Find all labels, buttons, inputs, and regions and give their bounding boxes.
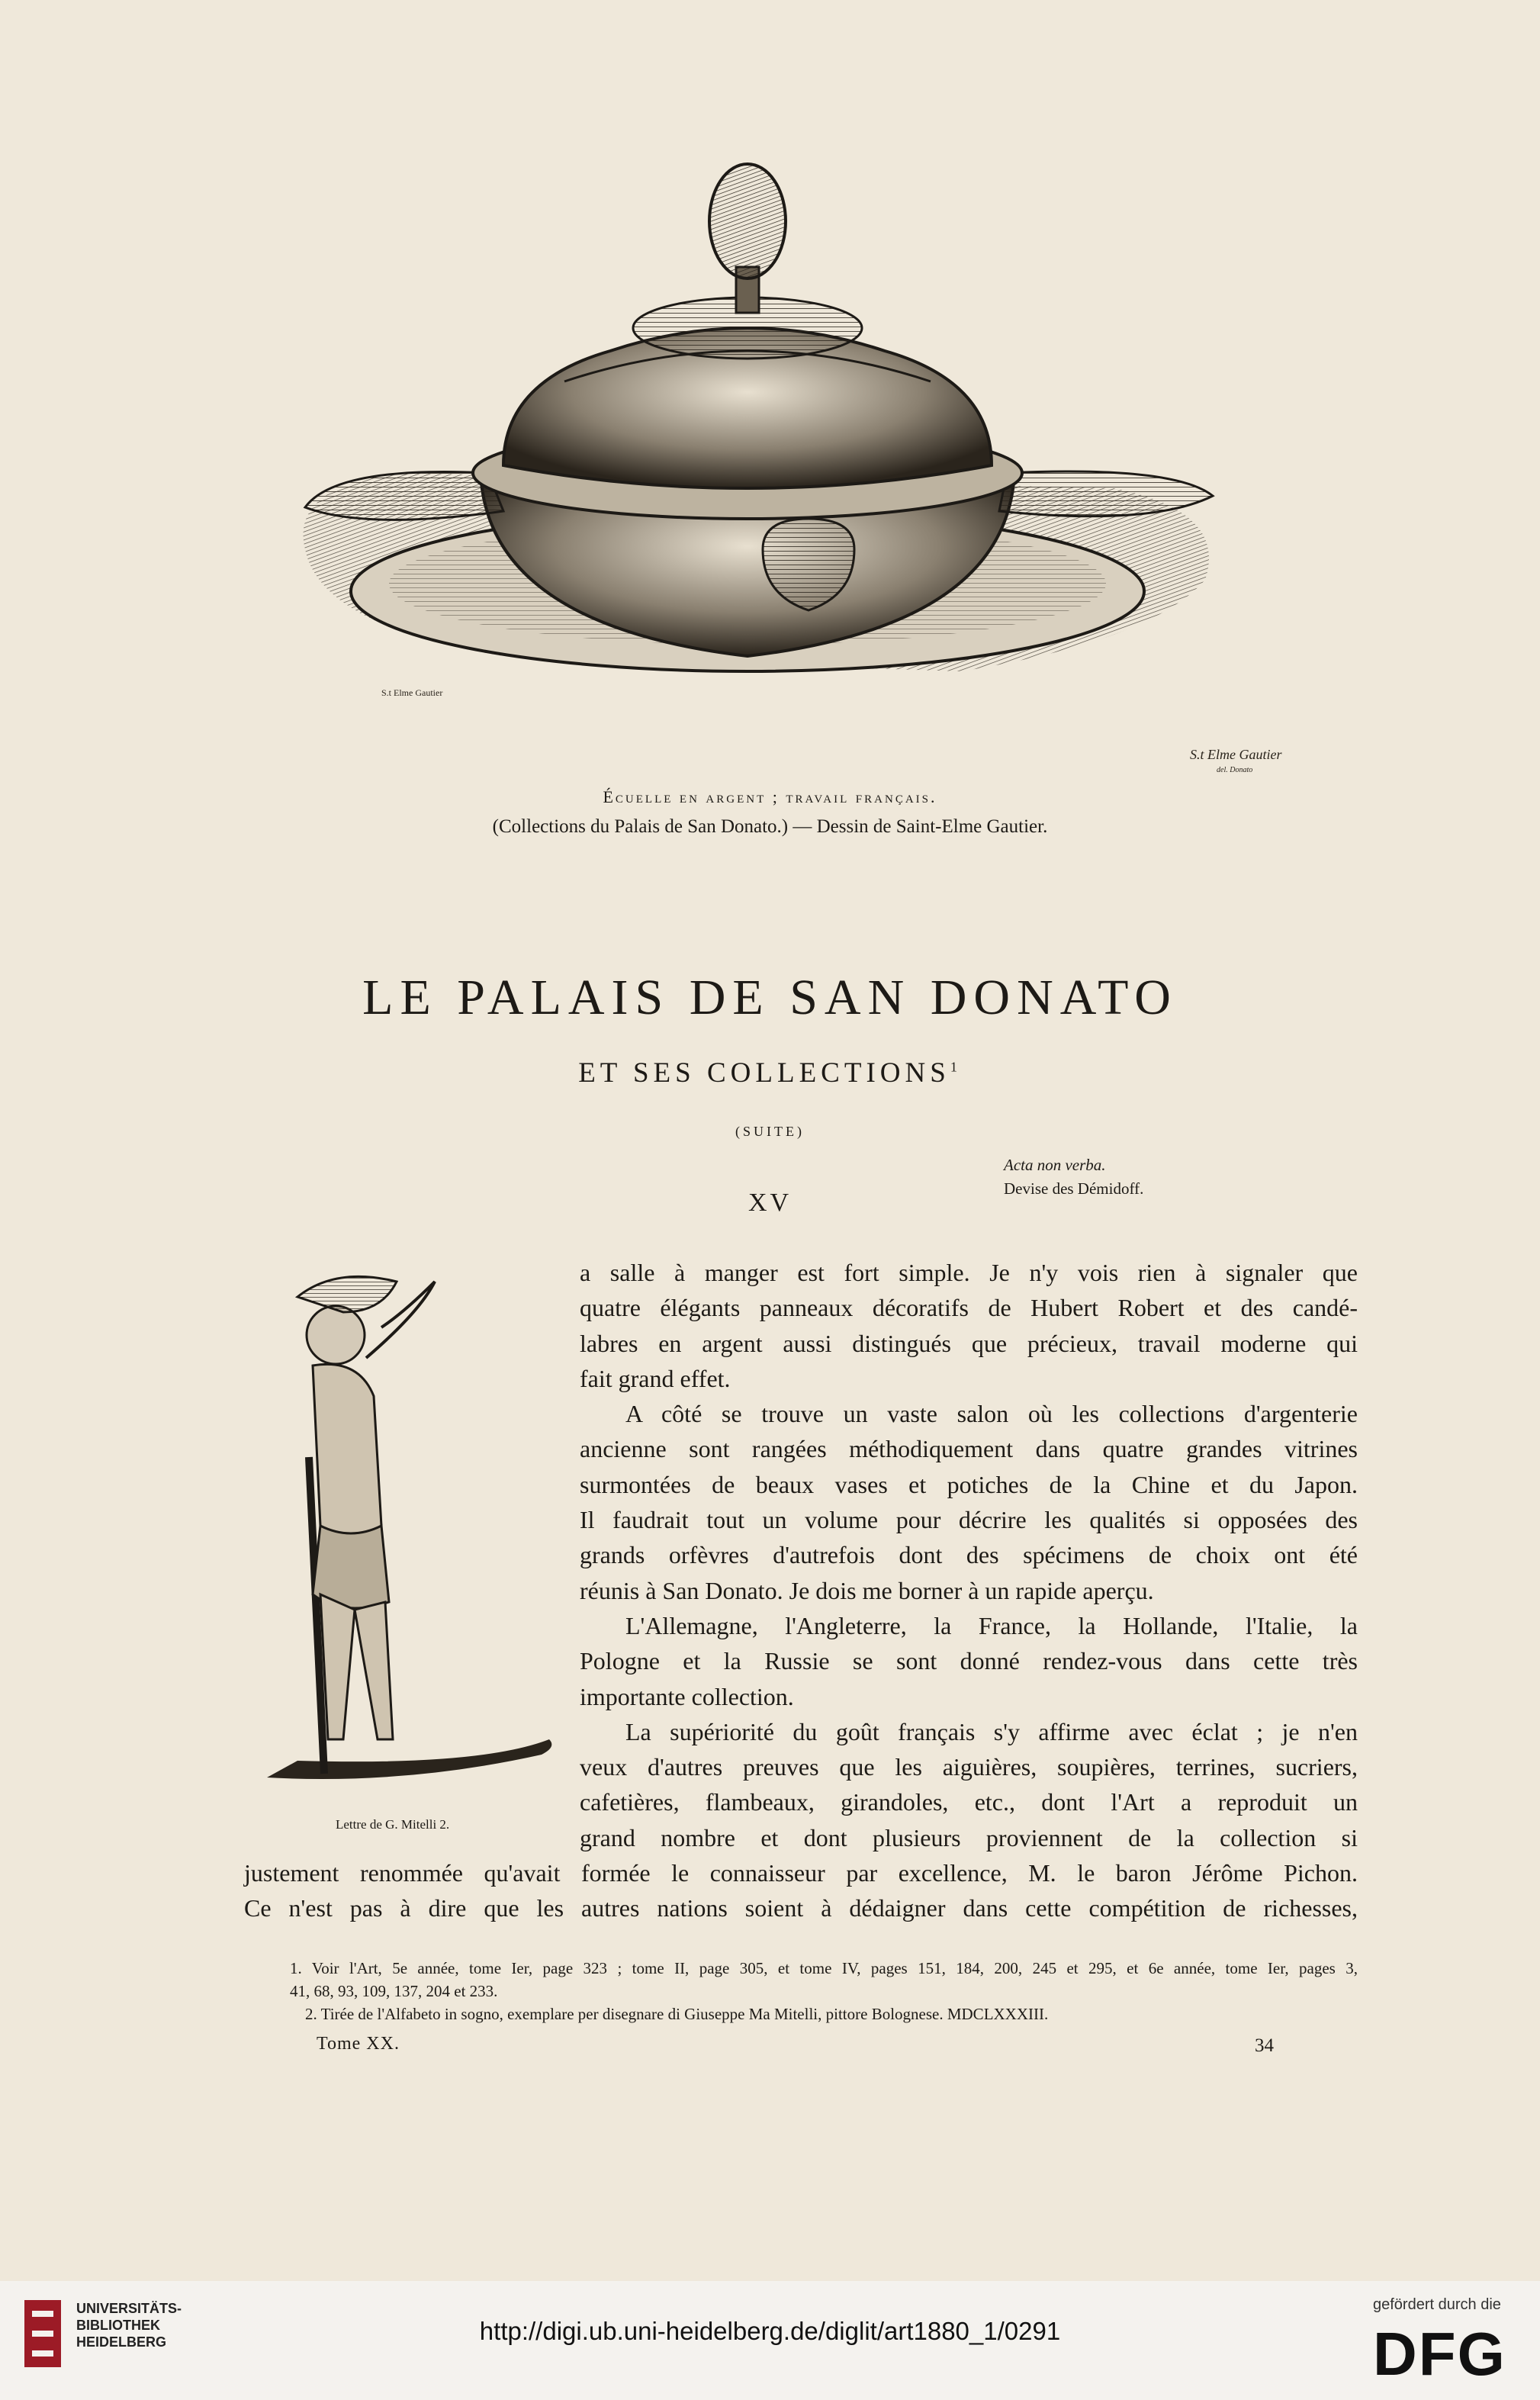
body-line: justement renommée qu'avait formée le connaisseur par excellence, M. le baron Jérôme Pichon. [244, 1859, 1358, 1887]
body-line: La supériorité du goût français s'y affirme avec éclat ; je n'en [625, 1717, 1358, 1745]
footnote-1: 1. Voir l'Art, 5e année, tome Ier, page 323 ; tome II, page 305, et tome IV, pages 151, 184, 200, 245 et 295, et 6e année, tome Ier, pages 3, [290, 1959, 1358, 1977]
body-line: L'Allemagne, l'Angleterre, la France, la Hollande, l'Italie, la [625, 1611, 1358, 1639]
page-number: 34 [1255, 2035, 1274, 2056]
dfg-logo[interactable]: DFG [1373, 2320, 1506, 2388]
initial-caption: Lettre de G. Mitelli 2. [336, 1817, 450, 1832]
funded-by-label: gefördert durch die [1373, 2296, 1501, 2313]
ecuelle-engraving [275, 153, 1282, 774]
body-line: ancienne sont rangées méthodiquement dans quatre grandes vitrines [580, 1435, 1358, 1463]
artist-signature: S.t Elme Gautier [1190, 747, 1282, 762]
body-line: fait grand effet. [580, 1364, 731, 1392]
suite-label: (SUITE) [735, 1124, 805, 1139]
body-line: Il faudrait tout un volume pour décrire les qualités si opposées des [580, 1506, 1358, 1534]
logo-line: BIBLIOTHEK [76, 2318, 160, 2333]
body-line: surmontées de beaux vases et potiches de la Chine et du Japon. [580, 1470, 1358, 1498]
body-line: Pologne et la Russie se sont donné rendez-vous dans cette très [580, 1647, 1358, 1675]
article-title: LE PALAIS DE SAN DONATO [362, 970, 1178, 1025]
body-line: grands orfèvres d'autrefois dont des spécimens de choix ont été [580, 1541, 1358, 1569]
body-line: cafetières, flambeaux, girandoles, etc., dont l'Art a reproduit un [580, 1788, 1358, 1816]
permalink-url[interactable]: http://digi.ub.uni-heidelberg.de/diglit/art1880_1/0291 [479, 2317, 1061, 2345]
body-line: veux d'autres preuves que les aiguières, soupières, terrines, sucriers, [580, 1753, 1358, 1781]
body-line: A côté se trouve un vaste salon où les collections d'argenterie [625, 1400, 1358, 1428]
body-line: quatre élégants panneaux décoratifs de Hubert Robert et des candé- [580, 1294, 1358, 1322]
figure-caption-credit: (Collections du Palais de San Donato.) — Dessin de Saint-Elme Gautier. [492, 816, 1048, 837]
figure-caption-title: Écuelle en argent ; travail français. [603, 787, 937, 806]
article-body [244, 1255, 1358, 1926]
footnote-ref-1[interactable]: 1 [950, 1059, 962, 1075]
logo-line: UNIVERSITÄTS- [76, 2301, 182, 2316]
tome-label: Tome XX. [317, 2034, 400, 2054]
body-line: grand nombre et dont plusieurs proviennent de la collection si [580, 1823, 1358, 1851]
logo-line: HEIDELBERG [76, 2334, 167, 2350]
body-line: réunis à San Donato. Je dois me borner à un rapide aperçu. [580, 1576, 1154, 1604]
motto-quote: Acta non verba. [1004, 1156, 1106, 1174]
section-number: XV [747, 1189, 793, 1217]
body-line: importante collection. [580, 1682, 794, 1710]
artist-signature-sub: del. Donato [1217, 766, 1253, 774]
body-line: a salle à manger est fort simple. Je n'y vois rien à signaler que [580, 1259, 1358, 1286]
subtitle-text: ET SES COLLECTIONS [578, 1057, 950, 1089]
footnote-2: 2. Tirée de l'Alfabeto in sogno, exemplare per disegnare di Giuseppe Ma Mitelli, pittore Bolognese. MDCLXXXIII. [305, 2005, 1049, 2023]
footnotes [290, 1957, 1358, 2025]
footnote-1-cont: 41, 68, 93, 109, 137, 204 et 233. [290, 1982, 498, 2000]
body-line: Ce n'est pas à dire que les autres nations soient à dédaigner dans cette compétition de richesses, [244, 1894, 1358, 1922]
engraver-mark: S.t Elme Gautier [381, 687, 443, 698]
motto-attribution: Devise des Démidoff. [1004, 1179, 1144, 1198]
article-subtitle [0, 1057, 1540, 1089]
body-line: labres en argent aussi distingués que précieux, travail moderne qui [580, 1329, 1358, 1357]
